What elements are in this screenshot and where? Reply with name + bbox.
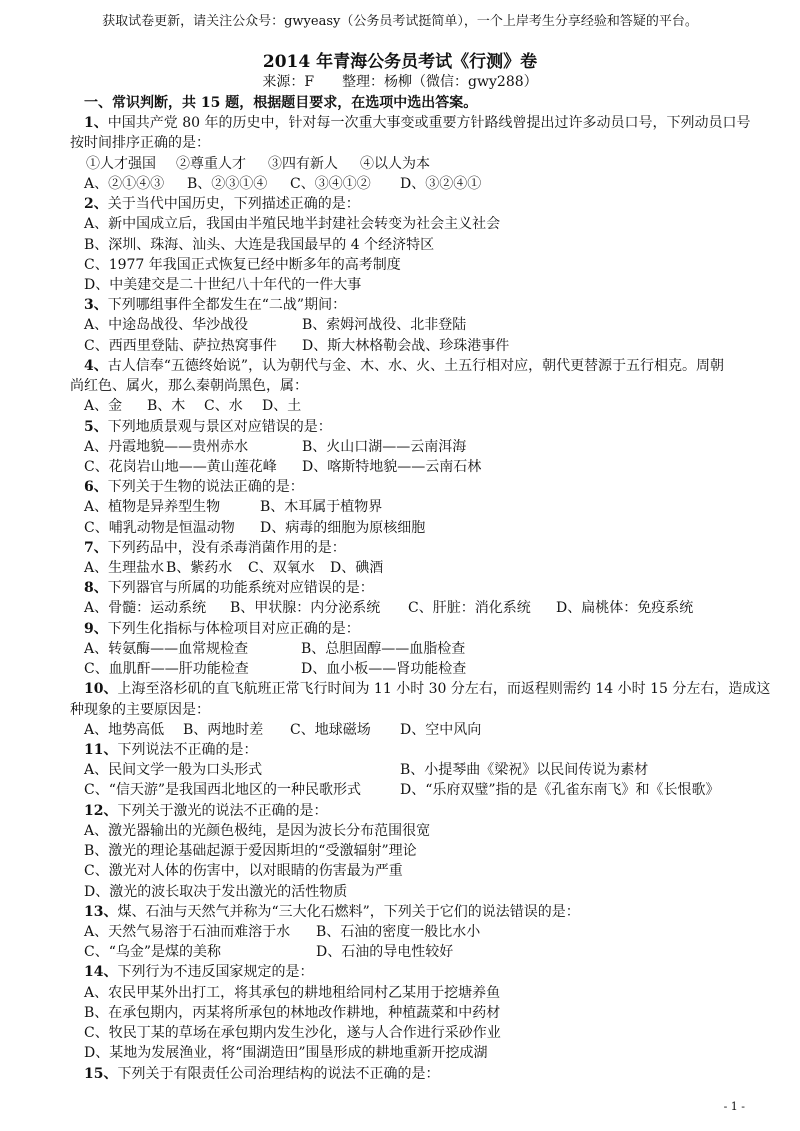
options-row [0, 558, 800, 578]
option-a: A、地势高低 [84, 721, 165, 738]
option-c: C、地球磁场 [290, 721, 371, 738]
options-row [0, 639, 800, 659]
options-row [0, 720, 800, 740]
section-heading: 一、常识判断，共 15 题，根据题目要求，在选项中选出答案。 [84, 95, 478, 111]
options-row [0, 598, 800, 618]
option-d: D、激光的波长取决于发出激光的活性物质 [84, 883, 348, 900]
options-row [0, 1003, 800, 1023]
option-c: C、③④①② [290, 175, 371, 192]
question-stem [0, 417, 800, 437]
question-stem [0, 295, 800, 315]
options-row [0, 457, 800, 477]
header-notice: 获取试卷更新，请关注公众号：gwyeasy（公务员考试挺简单），一个上岸考生分享经验和答疑的平台。 [102, 14, 698, 29]
option-d: D、喀斯特地貌——云南石林 [302, 458, 482, 475]
question-number: 15、 [84, 1065, 118, 1082]
option-d: D、空中风向 [400, 721, 482, 738]
option-a: A、中途岛战役、华沙战役 [84, 317, 249, 334]
question-stem [0, 578, 800, 598]
option-d: D、中美建交是二十世纪八十年代的一件大事 [84, 276, 362, 293]
question-number: 4、 [84, 357, 108, 374]
options-row [0, 780, 800, 800]
option-a: A、转氨酶——血常规检查 [84, 640, 249, 657]
options-row [0, 518, 800, 538]
option-b: B、木 [147, 398, 186, 415]
option-b: B、小提琴曲《梁祝》以民间传说为素材 [400, 762, 649, 779]
options-row [0, 396, 800, 416]
stem-text: 关于当代中国历史，下列描述正确的是： [107, 196, 360, 213]
question-number: 11、 [84, 742, 118, 758]
option-c: C、西西里登陆、萨拉热窝事件 [84, 337, 277, 354]
option-b: B、两地时差 [183, 721, 264, 738]
question-number: 3、 [84, 297, 108, 314]
options-row [0, 174, 800, 194]
option-a: A、民间文学一般为口头形式 [84, 762, 263, 779]
option-a: A、生理盐水 [84, 560, 165, 577]
options-row [0, 861, 800, 881]
page-title: 2014 年青海公务员考试《行测》卷 [262, 52, 538, 72]
stem-text: 下列关于有限责任公司治理结构的说法不正确的是： [117, 1065, 440, 1082]
stem-text: 下列说法不正确的是： [117, 742, 258, 758]
options-row [0, 882, 800, 902]
question-number: 12、 [84, 802, 118, 819]
item: ④以人为本 [360, 155, 430, 172]
option-c: C、“乌金”是煤的美称 [84, 944, 222, 961]
option-a: A、丹霞地貌——贵州赤水 [84, 438, 249, 455]
stem-text: 煤、石油与天然气并称为“三大化石燃料”，下列关于它们的说法错误的是： [117, 903, 580, 920]
option-d: D、某地为发展渔业，将“围湖造田”围垦形成的耕地重新开挖成湖 [84, 1045, 488, 1062]
option-b: B、②③①④ [187, 175, 268, 192]
question-number: 10、 [84, 681, 118, 698]
stem-text: 下列关于生物的说法正确的是： [107, 479, 304, 496]
option-d: D、病毒的细胞为原核细胞 [260, 519, 426, 536]
options-row [0, 1043, 800, 1063]
options-row [0, 1023, 800, 1043]
option-a: A、金 [84, 398, 123, 415]
question-stem-continued [0, 376, 800, 396]
doc-editor: 整理：杨柳（微信：gwy288） [342, 74, 538, 90]
options-row [0, 983, 800, 1003]
question-stem [0, 962, 800, 982]
option-c: C、花岗岩山地——黄山莲花峰 [84, 458, 277, 475]
option-d: D、斯大林格勒会战、珍珠港事件 [302, 337, 510, 354]
option-a: A、②①④③ [84, 175, 165, 192]
question-stem [0, 113, 800, 133]
question-stem [0, 801, 800, 821]
doc-source: 来源：F [262, 74, 315, 90]
stem-text: 古人信奉“五德终始说”，认为朝代与金、木、水、火、土五行相对应，朝代更替源于五行相克。周朝 [107, 357, 725, 374]
options-row [0, 497, 800, 517]
item: ③四有新人 [268, 155, 338, 172]
question-stem [0, 740, 800, 760]
question-number: 7、 [84, 539, 108, 556]
option-b: B、木耳属于植物界 [260, 499, 383, 516]
option-a: A、植物是异养型生物 [84, 499, 221, 516]
option-a: A、天然气易溶于石油而难溶于水 [84, 923, 291, 940]
options-row [0, 821, 800, 841]
page-number: - 1 - [723, 1100, 745, 1113]
question-stem [0, 679, 800, 699]
options-row [0, 659, 800, 679]
option-d: D、③②④① [400, 175, 482, 192]
stem-text: 下列生化指标与体检项目对应正确的是： [107, 620, 360, 637]
options-row [0, 315, 800, 335]
options-row [0, 214, 800, 234]
question-number: 13、 [84, 903, 118, 920]
question-number: 9、 [84, 620, 108, 637]
options-row [0, 336, 800, 356]
stem-text: 下列地质景观与景区对应错误的是： [107, 418, 332, 435]
question-number: 6、 [84, 479, 108, 496]
option-a: A、新中国成立后，我国由半殖民地半封建社会转变为社会主义社会 [84, 216, 501, 233]
question-stem-continued [0, 133, 800, 153]
option-b: B、甲状腺：内分泌系统 [230, 600, 381, 617]
question-number: 2、 [84, 196, 108, 213]
question-list [0, 93, 800, 1084]
section-heading-line [0, 93, 800, 113]
question-items [0, 154, 800, 174]
question-number: 14、 [84, 964, 118, 981]
stem-text: 上海至洛杉矶的直飞航班正常飞行时间为 11 小时 30 分左右，而返程则需约 14 小时 15 分左右，造成这 [117, 681, 771, 698]
option-a: A、骨髓：运动系统 [84, 600, 207, 617]
options-row [0, 942, 800, 962]
options-row [0, 255, 800, 275]
option-a: A、农民甲某外出打工，将其承包的耕地租给同村乙某用于挖塘养鱼 [84, 984, 501, 1001]
stem-text: 种现象的主要原因是： [70, 701, 210, 718]
option-c: C、1977 年我国正式恢复已经中断多年的高考制度 [84, 256, 401, 273]
option-b: B、激光的理论基础起源于爱因斯坦的“受激辐射”理论 [84, 843, 417, 860]
option-d: D、石油的导电性较好 [316, 944, 454, 961]
option-d: D、土 [262, 398, 302, 415]
options-row [0, 760, 800, 780]
stem-text: 下列哪组事件全都发生在“二战”期间： [107, 297, 347, 314]
option-c: C、牧民丁某的草场在承包期内发生沙化，遂与人合作进行采砂作业 [84, 1025, 501, 1042]
stem-text: 按时间排序正确的是： [70, 135, 210, 152]
question-number: 5、 [84, 418, 108, 435]
option-a: A、激光器输出的光颜色极纯，是因为波长分布范围很宽 [84, 822, 431, 839]
question-stem-continued [0, 700, 800, 720]
option-b: B、在承包期内，丙某将所承包的林地改作耕地，种植蔬菜和中药材 [84, 1004, 501, 1021]
options-row [0, 437, 800, 457]
options-row [0, 922, 800, 942]
question-number: 8、 [84, 580, 108, 597]
question-stem [0, 477, 800, 497]
option-c: C、血肌酐——肝功能检查 [84, 661, 249, 678]
question-number: 1、 [84, 115, 108, 132]
question-stem [0, 538, 800, 558]
option-c: C、水 [204, 398, 243, 415]
option-c: C、哺乳动物是恒温动物 [84, 519, 235, 536]
options-row [0, 235, 800, 255]
option-d: D、扁桃体：免疫系统 [556, 600, 694, 617]
question-stem [0, 194, 800, 214]
stem-text: 中国共产党 80 年的历史中，针对每一次重大事变或重要方针路线曾提出过许多动员口号，下列动员口号 [107, 115, 751, 132]
doc-meta [0, 72, 800, 92]
question-stem [0, 902, 800, 922]
stem-text: 下列器官与所属的功能系统对应错误的是： [107, 580, 374, 597]
option-b: B、火山口湖——云南洱海 [302, 438, 467, 455]
item: ①人才强国 [86, 155, 156, 172]
question-stem [0, 619, 800, 639]
option-b: B、紫药水 [166, 560, 233, 577]
option-d: D、血小板——肾功能检查 [301, 661, 467, 678]
question-stem [0, 356, 800, 376]
option-b: B、总胆固醇——血脂检查 [301, 640, 466, 657]
stem-text: 下列关于激光的说法不正确的是： [117, 802, 328, 819]
stem-text: 下列行为不违反国家规定的是： [117, 964, 314, 981]
question-stem [0, 1064, 800, 1084]
option-d: D、“乐府双璧”指的是《孔雀东南飞》和《长恨歌》 [400, 782, 720, 799]
stem-text: 下列药品中，没有杀毒消菌作用的是： [107, 539, 346, 556]
options-row [0, 275, 800, 295]
option-b: B、石油的密度一般比水小 [316, 923, 481, 940]
item: ②尊重人才 [176, 155, 246, 172]
stem-text: 尚红色、属火，那么秦朝尚黑色，属： [70, 378, 308, 395]
option-d: D、碘酒 [330, 560, 384, 577]
option-c: C、双氧水 [248, 560, 315, 577]
option-b: B、索姆河战役、北非登陆 [302, 317, 467, 334]
options-row [0, 841, 800, 861]
option-b: B、深圳、珠海、汕头、大连是我国最早的 4 个经济特区 [84, 236, 435, 253]
option-c: C、肝脏：消化系统 [408, 600, 531, 617]
option-c: C、激光对人体的伤害中，以对眼睛的伤害最为严重 [84, 863, 403, 880]
option-c: C、“信天游”是我国西北地区的一种民歌形式 [84, 782, 362, 799]
